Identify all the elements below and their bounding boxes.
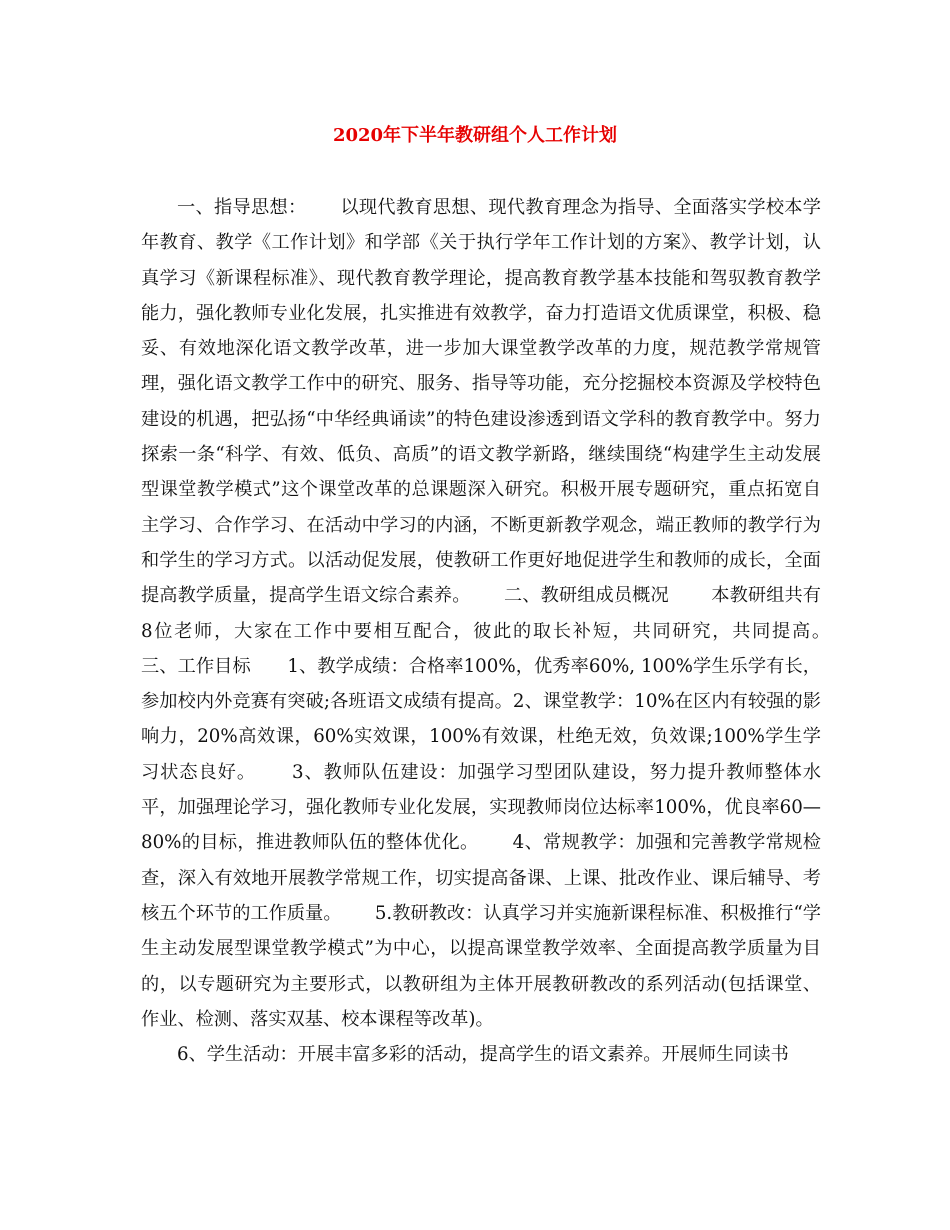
paragraph: 一、指导思想： 以现代教育思想、现代教育理念为指导、全面落实学校本学年教育、教学《工作计划》和学部《关于执行学年工作计划的方案》、教学计划，认真学习《新课程标准》、现代教育教学理论，提高教育教学基本技能和驾驭教育教学能力，强化教师专业化发展，扎实推进有效教学，奋力打造语文优质课堂，积极、稳妥、有效地深化语文教学改革，进一步加大课堂教学改革的力度，规范教学常规管理，强化语文教学工作中的研究、服务、指导等功能，充分挖掘校本资源及学校特色建设的机遇，把弘扬“中华经典诵读”的特色建设渗透到语文学科的教育教学中。努力探索一条“科学、有效、低负、高质”的语文教学新路，继续围绕“构建学生主动发展型课堂教学模式”这个课堂改革的总课题深入研究。积极开展专题研究，重点拓宽自主学习、合作学习、在活动中学习的内涵，不断更新教学观念，端正教师的教学行为和学生的学习方式。以活动促发展，使教研工作更好地促进学生和教师的成长，全面提高教学质量，提高学生语文综合素养。 二、教研组成员概况 本教研组共有8位老师，大家在工作中要相互配合，彼此的取长补短，共同研究，共同提高。 三、工作目标 1、教学成绩：合格率100%，优秀率60%, 100%学生乐学有长，参加校内外竞赛有突破;各班语文成绩有提高。2、课堂教学：10%在区内有较强的影响力，20%高效课，60%实效课，100%有效课，杜绝无效，负效课;100%学生学习状态良好。 3、教师队伍建设：加强学习型团队建设，努力提升教师整体水平，加强理论学习，强化教师专业化发展，实现教师岗位达标率100%，优良率60—80%的目标，推进教师队伍的整体优化。 4、常规教学：加强和完善教学常规检查，深入有效地开展教学常规工作，切实提高备课、上课、批改作业、课后辅导、考核五个环节的工作质量。 5.教研教改：认真学习并实施新课程标准、积极推行“学生主动发展型课堂教学模式”为中心，以提高课堂教学效率、全面提高教学质量为目的，以专题研究为主要形式，以教研组为主体开展教研教改的系列活动(包括课堂、作业、检测、落实双基、校本课程等改革)。 bbox=[141, 197, 864, 1030]
paragraph: 6、学生活动：开展丰富多彩的活动，提高学生的语文素养。开展师生同读书 bbox=[177, 1044, 789, 1066]
document-body bbox=[141, 190, 864, 1072]
document-title: 2020年下半年教研组个人工作计划 bbox=[332, 125, 618, 146]
